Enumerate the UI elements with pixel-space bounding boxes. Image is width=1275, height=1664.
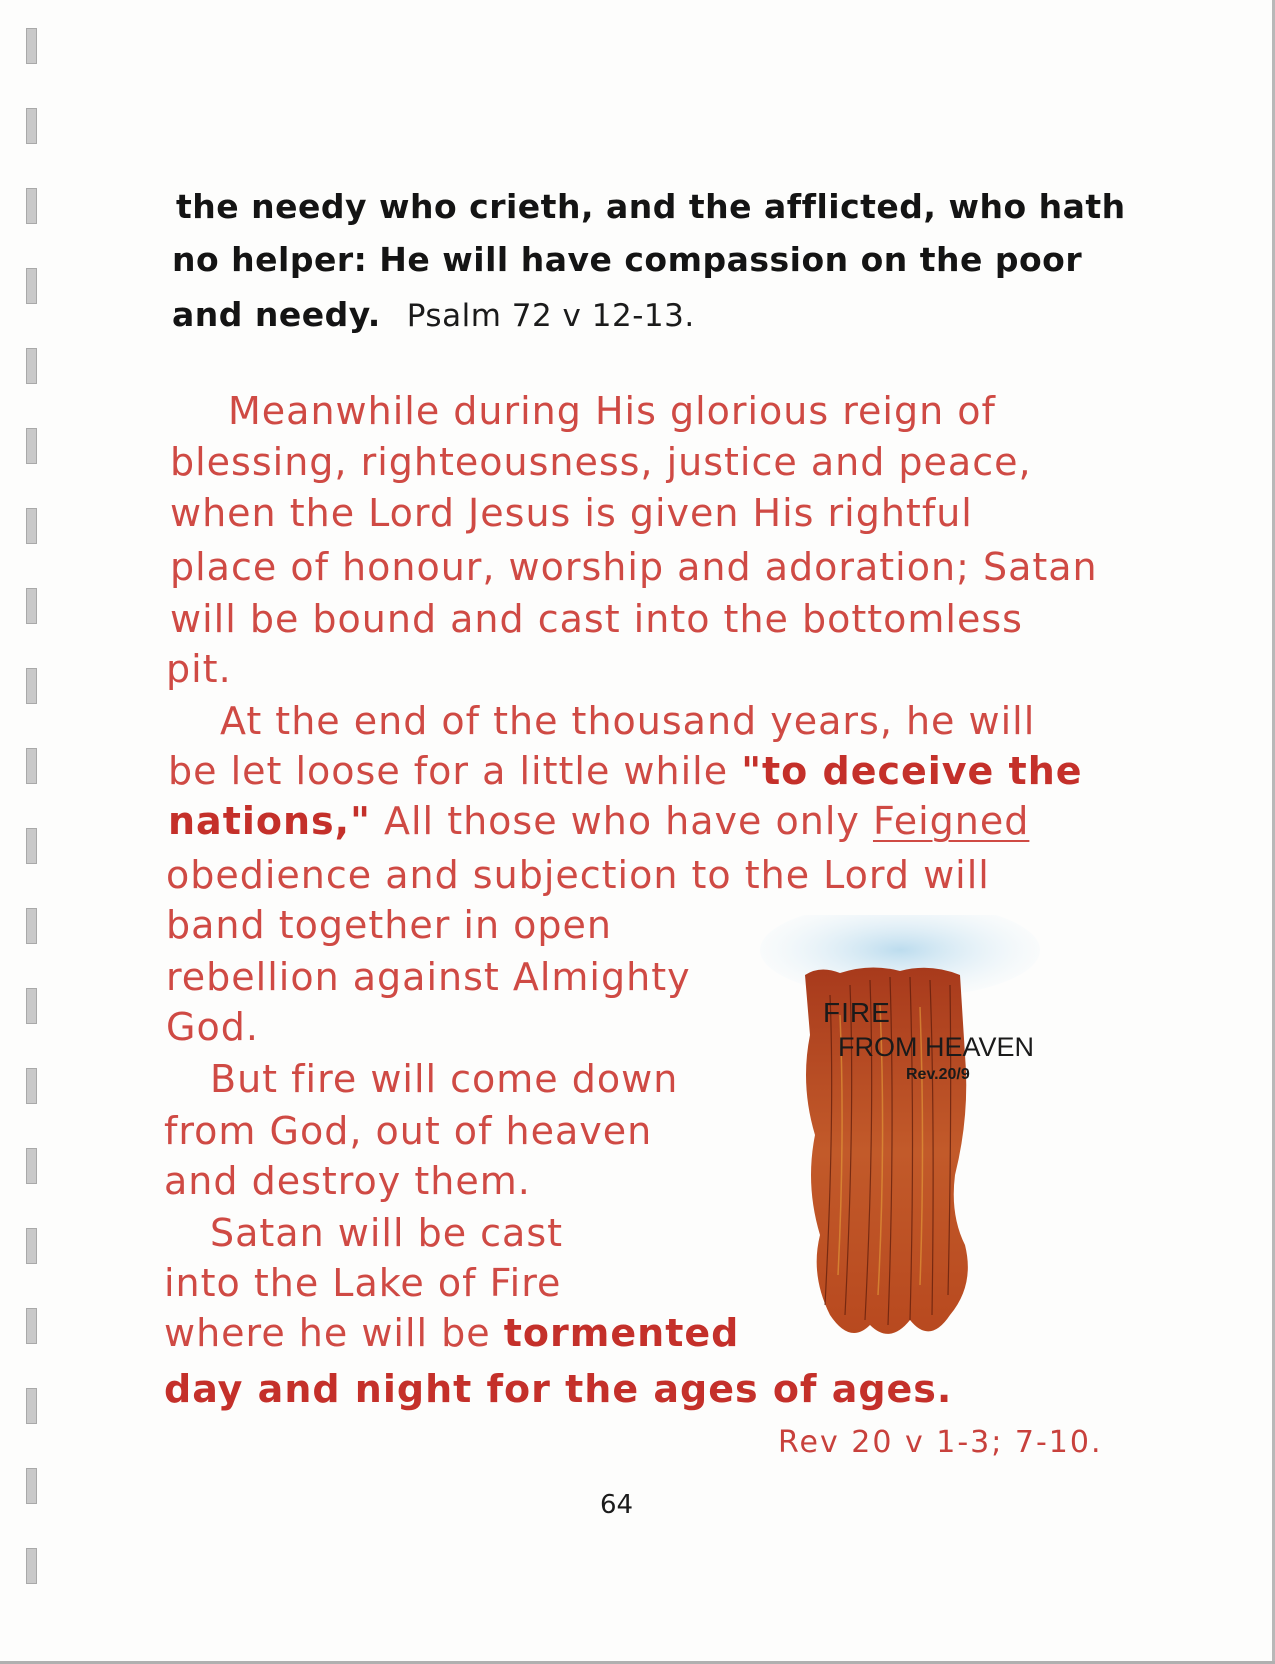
para2-line-5: band together in open (166, 903, 612, 947)
para1-line-1: Meanwhile during His glorious reign of (228, 389, 996, 433)
binding-hole (26, 108, 37, 144)
para2-line-2-text: be let loose for a little while (168, 749, 729, 793)
binding-hole (26, 588, 37, 624)
para2-line-2-emphasis: "to deceive the (741, 749, 1083, 793)
binding-hole (26, 1548, 37, 1584)
para3-line-3: and destroy them. (164, 1159, 531, 1203)
binding-hole (26, 1468, 37, 1504)
para2-line-1: At the end of the thousand years, he will (220, 699, 1036, 743)
para3-line-1: But fire will come down (210, 1057, 679, 1101)
binding-hole (26, 508, 37, 544)
para4-line-4: day and night for the ages of ages. (164, 1367, 953, 1411)
para2-line-3 (168, 799, 1030, 843)
para1-line-6: pit. (166, 647, 232, 691)
binding-hole (26, 908, 37, 944)
binding-hole (26, 988, 37, 1024)
binding-hole (26, 1308, 37, 1344)
verse-line-3 (172, 295, 695, 334)
binding-hole (26, 668, 37, 704)
para2-line-7: God. (166, 1005, 259, 1049)
illustration-label-reference: Rev.20/9 (906, 1066, 970, 1083)
binding-hole (26, 1148, 37, 1184)
para1-line-5: will be bound and cast into the bottomless (170, 597, 1023, 641)
page-number: 64 (600, 1490, 634, 1520)
binding-hole (26, 28, 37, 64)
para4-line-2: into the Lake of Fire (164, 1261, 562, 1305)
binding-hole (26, 1068, 37, 1104)
para1-line-2: blessing, righteousness, justice and peace, (170, 440, 1032, 484)
binding-hole (26, 268, 37, 304)
verse-line-2: no helper: He will have compassion on the poor (172, 240, 1083, 279)
verse-line-1: the needy who crieth, and the afflicted, who hath (176, 187, 1126, 226)
para2-line-3-underlined: Feigned (872, 799, 1030, 843)
fire-from-heaven-illustration (760, 915, 1045, 1355)
binding-hole (26, 1228, 37, 1264)
para2-line-3-emphasis: nations," (168, 799, 371, 843)
illustration-label-fire: FIRE (823, 997, 891, 1028)
para1-line-4: place of honour, worship and adoration; Satan (170, 545, 1098, 589)
para4-line-1: Satan will be cast (210, 1211, 564, 1255)
binding-hole (26, 748, 37, 784)
para3-line-2: from God, out of heaven (164, 1109, 653, 1153)
revelation-reference: Rev 20 v 1-3; 7-10. (778, 1425, 1103, 1460)
binding-hole (26, 348, 37, 384)
para2-line-4: obedience and subjection to the Lord will (166, 853, 990, 897)
verse-line-3-text: and needy. (172, 295, 381, 334)
para1-line-3: when the Lord Jesus is given His rightful (170, 491, 973, 535)
binding-hole (26, 1388, 37, 1424)
psalm-reference: Psalm 72 v 12-13. (406, 298, 695, 334)
binding-hole (26, 828, 37, 864)
para4-line-3-emphasis: tormented (503, 1311, 740, 1355)
para4-line-3-text: where he will be (164, 1311, 491, 1355)
binding-hole (26, 428, 37, 464)
para2-line-6: rebellion against Almighty (166, 955, 691, 999)
para2-line-3-text: All those who have only (384, 799, 860, 843)
para2-line-2 (168, 749, 1083, 793)
para4-line-3 (164, 1311, 740, 1355)
binding-hole (26, 188, 37, 224)
illustration-label-heaven: FROM HEAVEN (838, 1032, 1035, 1062)
